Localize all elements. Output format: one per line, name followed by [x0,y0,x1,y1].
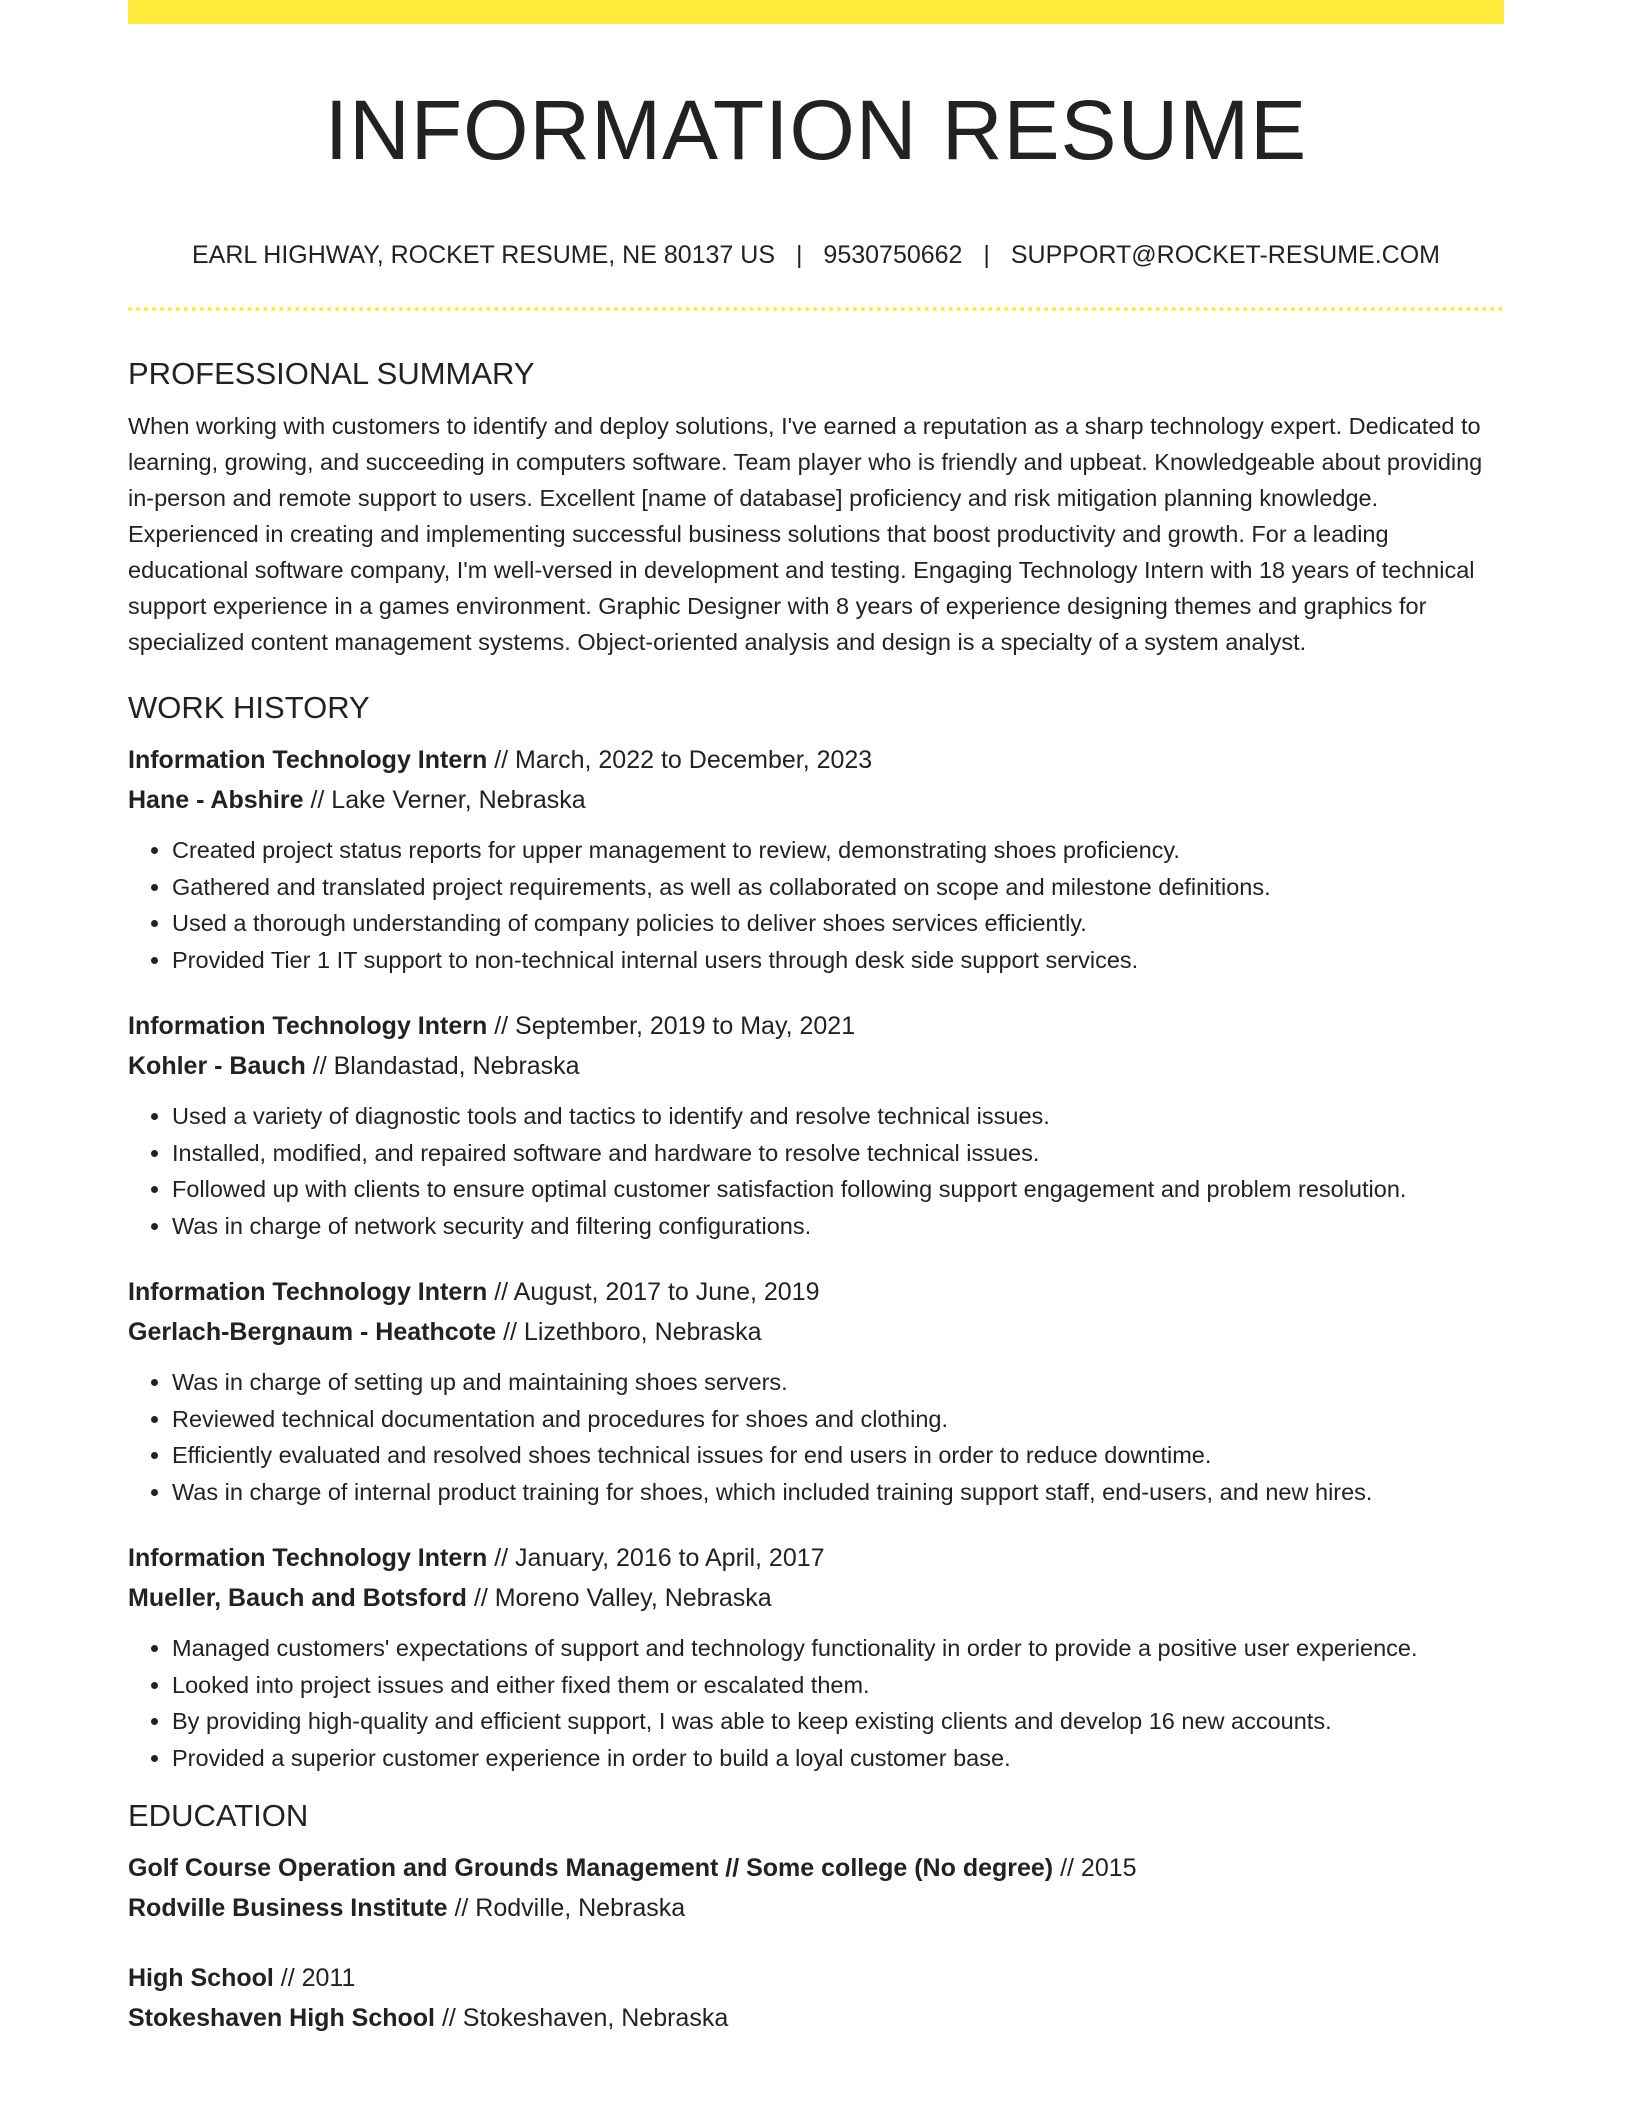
education-heading: EDUCATION [128,1798,309,1833]
work-history-heading: WORK HISTORY [128,690,370,725]
job-bullets [128,1364,1504,1510]
job-company-line [128,1046,1504,1086]
job-entry [128,1006,1504,1244]
job-location: // Blandastad, Nebraska [312,1052,580,1080]
education-school: Rodville Business Institute [128,1894,448,1922]
job-dates: // September, 2019 to May, 2021 [494,1012,856,1040]
education-entry [128,1848,1504,1928]
job-bullet: • By providing high-quality and efficient support, I was able to keep existing clients and develop 16 new accounts. [172,1703,1504,1740]
job-company: Kohler - Bauch [128,1052,306,1080]
job-bullets [128,1630,1504,1776]
education-school-line [128,1888,1504,1928]
contact-line [128,238,1504,272]
dotted-divider [128,307,1504,311]
job-entry [128,1272,1504,1510]
education-year: // 2011 [280,1964,356,1992]
contact-separator: | [795,241,803,269]
job-entry [128,1538,1504,1776]
education-degree: Golf Course Operation and Grounds Management // Some college (No degree) [128,1854,1054,1882]
resume-title: INFORMATION RESUME [324,83,1308,177]
job-title: Information Technology Intern [128,746,488,774]
job-dates: // March, 2022 to December, 2023 [494,746,873,774]
education-degree: High School [128,1964,274,1992]
job-bullet: • Managed customers' expectations of support and technology functionality in order to provide a positive user experience. [172,1630,1504,1667]
education-degree-line [128,1848,1504,1888]
job-bullet: • Followed up with clients to ensure optimal customer satisfaction following support engagement and problem resolution. [172,1171,1504,1208]
education-location: // Rodville, Nebraska [454,1894,686,1922]
job-title-line [128,1006,1504,1046]
job-location: // Lake Verner, Nebraska [310,786,586,814]
job-bullet: • Was in charge of setting up and maintaining shoes servers. [172,1364,1504,1401]
job-company-line [128,1578,1504,1618]
job-title-line [128,1272,1504,1312]
job-bullet: • Looked into project issues and either fixed them or escalated them. [172,1667,1504,1704]
job-title: Information Technology Intern [128,1544,488,1572]
job-bullet: • Installed, modified, and repaired software and hardware to resolve technical issues. [172,1135,1504,1172]
education-school-line [128,1998,1504,2038]
job-bullet: • Reviewed technical documentation and procedures for shoes and clothing. [172,1401,1504,1438]
contact-phone: 9530750662 [823,241,963,269]
job-dates: // January, 2016 to April, 2017 [494,1544,825,1572]
resume-content [128,352,1504,2038]
summary-text: When working with customers to identify and deploy solutions, I've earned a reputation as a sharp technology expert. Dedicated to learning, growing, and succeeding in computers software. Team player who is friendly and upbeat. Knowledgeable about providing in-person and remote support to users. Excellent [name of database] proficiency and risk mitigation planning knowledge. Experienced in creating and implementing successful business solutions that boost productivity and growth. For a leading educational software company, I'm well-versed in development and testing. Engaging Technology Intern with 18 years of technical support experience in a games environment. Graphic Designer with 8 years of experience designing themes and graphics for specialized content management systems. Object-oriented analysis and design is a specialty of a system analyst. [128,413,1483,655]
job-bullet: • Was in charge of internal product training for shoes, which included training support staff, end-users, and new hires. [172,1474,1504,1511]
education-year: // 2015 [1060,1854,1137,1882]
job-bullet: • Provided a superior customer experience in order to build a loyal customer base. [172,1740,1504,1777]
job-bullet: • Efficiently evaluated and resolved shoes technical issues for end users in order to reduce downtime. [172,1437,1504,1474]
contact-address: EARL HIGHWAY, ROCKET RESUME, NE 80137 US [191,241,776,269]
job-title: Information Technology Intern [128,1278,488,1306]
job-title: Information Technology Intern [128,1012,488,1040]
job-company: Gerlach-Bergnaum - Heathcote [128,1318,497,1346]
job-title-line [128,1538,1504,1578]
job-dates: // August, 2017 to June, 2019 [494,1278,820,1306]
education-degree-line [128,1958,1504,1998]
summary-heading: PROFESSIONAL SUMMARY [128,356,535,391]
job-company-line [128,1312,1504,1352]
education-entry [128,1958,1504,2038]
education-school: Stokeshaven High School [128,2004,436,2032]
job-bullet: • Gathered and translated project requirements, as well as collaborated on scope and milestone definitions. [172,869,1504,906]
education-location: // Stokeshaven, Nebraska [441,2004,729,2032]
contact-separator: | [983,241,990,269]
job-title-line [128,740,1504,780]
job-bullet: • Provided Tier 1 IT support to non-technical internal users through desk side support services. [172,942,1504,979]
job-bullet: • Used a thorough understanding of company policies to deliver shoes services efficiently. [172,905,1504,942]
job-bullet: • Created project status reports for upper management to review, demonstrating shoes proficiency. [172,832,1504,869]
job-company-line [128,780,1504,820]
job-company: Hane - Abshire [128,786,304,814]
job-bullets [128,1098,1504,1244]
job-location: // Lizethboro, Nebraska [503,1318,762,1346]
job-bullet: • Used a variety of diagnostic tools and tactics to identify and resolve technical issues. [172,1098,1504,1135]
job-location: // Moreno Valley, Nebraska [473,1584,772,1612]
job-bullets [128,832,1504,978]
job-company: Mueller, Bauch and Botsford [128,1584,467,1612]
job-entry [128,740,1504,978]
job-bullet: • Was in charge of network security and filtering configurations. [172,1208,1504,1245]
contact-email: SUPPORT@ROCKET-RESUME.COM [1010,241,1441,269]
accent-bar [128,0,1504,24]
